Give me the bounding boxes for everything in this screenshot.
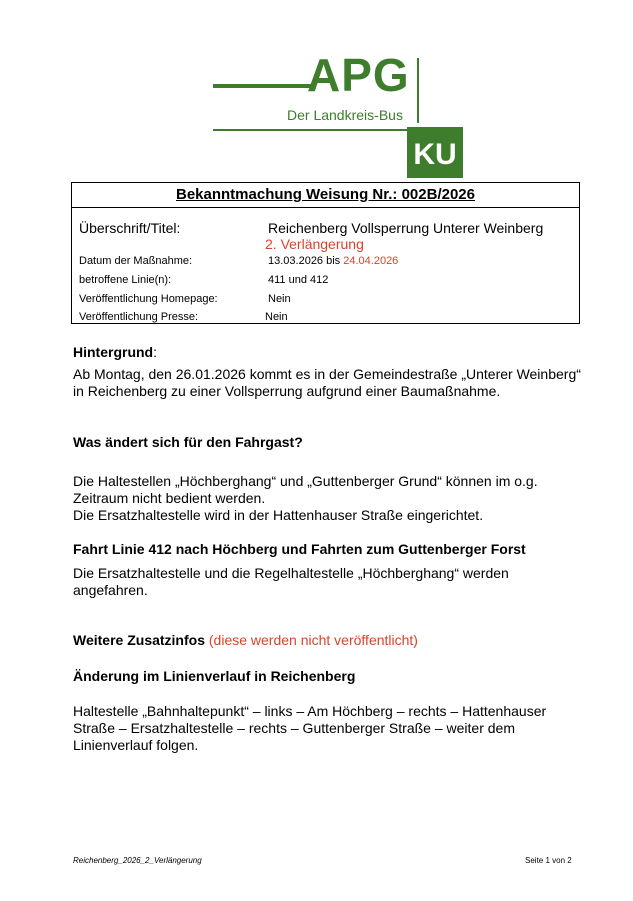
subject-label: Überschrift/Titel: (79, 220, 181, 236)
date-value (268, 255, 398, 267)
date-separator: bis (326, 255, 341, 267)
change-text-1: Die Haltestellen „Höchberghang“ und „Guttenberger Grund“ können im o.g. Zeitraum nicht bedient werden. (73, 473, 538, 506)
detour-text: Haltestelle „Bahnhaltepunkt“ – links – Am Höchberg – rechts – Hattenhauser Straße – Ersatzhaltestelle – rechts – Guttenberger Straße – weiter dem Linienverlauf folgen. (73, 703, 547, 753)
change-heading: Was ändert sich für den Fahrgast? (73, 434, 303, 450)
footer-filename: Reichenberg_2026_2_Verlängerung (73, 856, 202, 865)
logo-vertical-bar (417, 58, 419, 123)
announcement-info-box (71, 182, 580, 324)
route-text: Die Ersatzhaltestelle und die Regelhaltestelle „Höchberghang“ werden angefahren. (73, 565, 509, 598)
logo-horizontal-bar (213, 129, 419, 131)
background-text: Ab Montag, den 26.01.2026 kommt es in der Gemeindestraße „Unterer Weinberg“ in Reichenberg zu einer Vollsperrung aufgrund einer Baumaßnahme. (73, 366, 581, 399)
logo-subtitle: Der Landkreis-Bus (287, 107, 403, 123)
change-text-2: Die Ersatzhaltestelle wird in der Hattenhauser Straße eingerichtet. (73, 507, 484, 523)
detour-heading: Änderung im Linienverlauf in Reichenberg (73, 668, 356, 684)
background-heading-text: Hintergrund (73, 344, 154, 360)
date-to: 24.04.2026 (343, 255, 399, 267)
date-from: 13.03.2026 (268, 255, 324, 267)
logo-brand: APG (307, 49, 410, 101)
homepage-label: Veröffentlichung Homepage: (79, 293, 218, 305)
lines-label: betroffene Linie(n): (79, 274, 172, 286)
route-heading: Fahrt Linie 412 nach Höchberg und Fahrten zum Guttenberger Forst (73, 541, 526, 557)
extra-heading-note: (diese werden nicht veröffentlicht) (208, 632, 418, 648)
press-value: Nein (265, 311, 288, 323)
title-divider (72, 207, 579, 208)
homepage-value: Nein (268, 293, 291, 305)
extra-heading (73, 632, 418, 648)
background-heading (73, 344, 157, 360)
subject-value: Reichenberg Vollsperrung Unterer Weinberg (268, 220, 544, 236)
subject-extension: 2. Verlängerung (265, 236, 364, 252)
lines-value: 411 und 412 (268, 274, 329, 286)
logo-badge: KU (407, 127, 463, 178)
apg-logo (213, 49, 463, 178)
background-heading-colon: : (153, 344, 157, 360)
date-label: Datum der Maßnahme: (79, 255, 193, 267)
logo-line (213, 84, 315, 88)
press-label: Veröffentlichung Presse: (79, 311, 199, 323)
announcement-title: Bekanntmachung Weisung Nr.: 002B/2026 (176, 186, 475, 203)
footer-page-number: Seite 1 von 2 (525, 856, 572, 865)
extra-heading-text: Weitere Zusatzinfos (73, 632, 205, 648)
